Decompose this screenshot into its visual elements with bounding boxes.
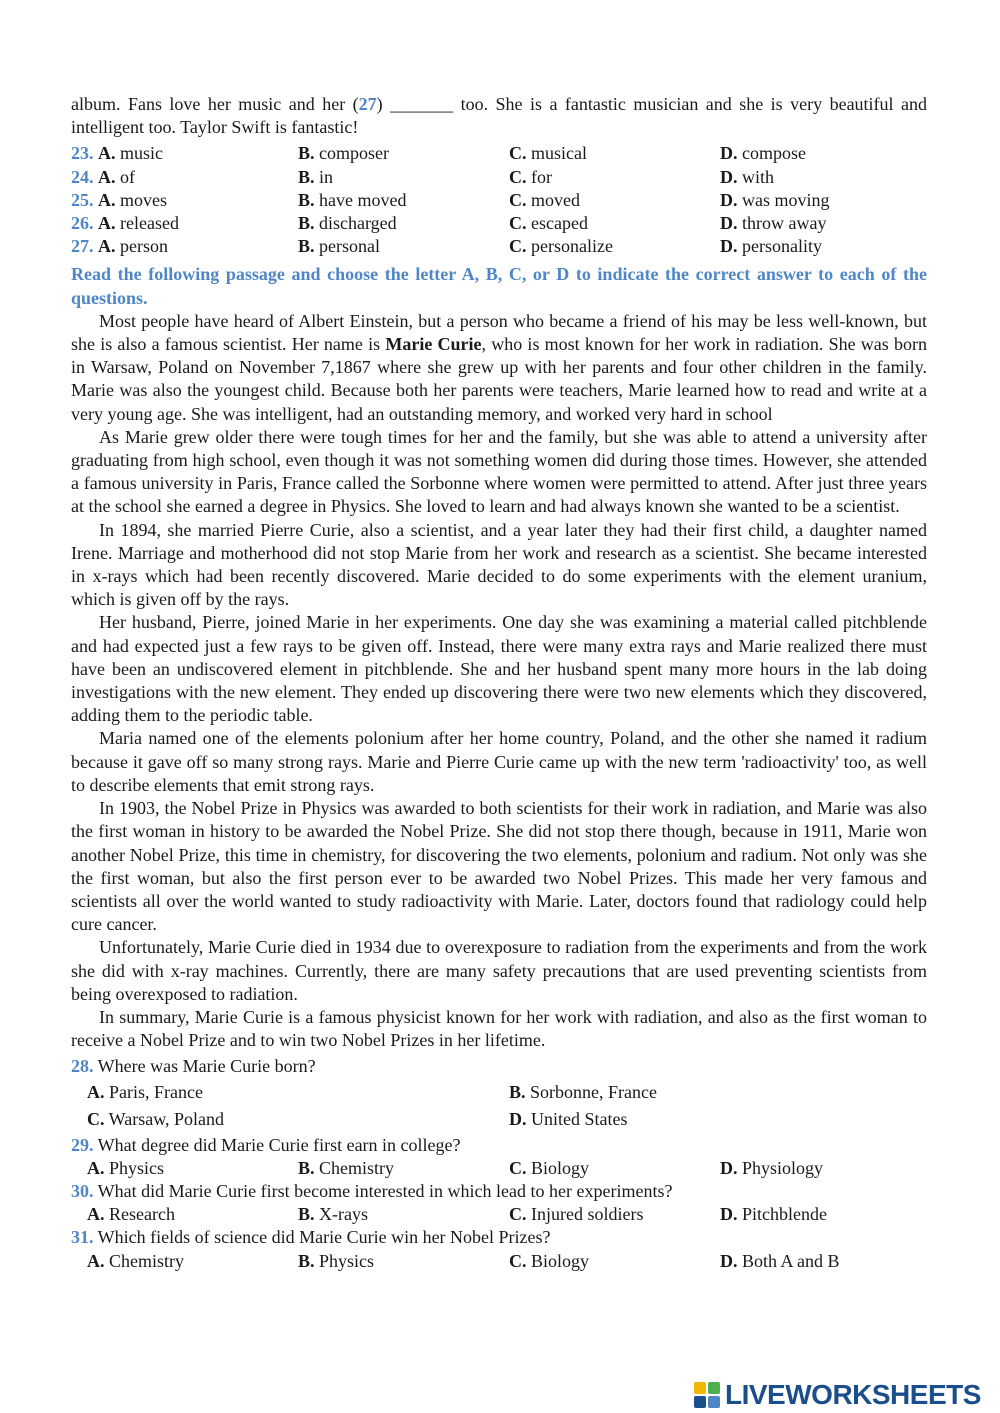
option-28-a[interactable]: A. Paris, France bbox=[87, 1081, 203, 1102]
option-24-b[interactable]: B. in bbox=[298, 166, 334, 187]
option-24-a[interactable]: 24. A. of bbox=[71, 166, 135, 187]
question-number: 26. bbox=[71, 213, 94, 234]
question-29: 29. What degree did Marie Curie first earn in college? bbox=[71, 1134, 461, 1155]
reading-instruction: Read the following passage and choose the letter A, B, C, or D to indicate the correct answer to each of the questions. bbox=[71, 264, 927, 308]
passage-paragraph-6: In 1903, the Nobel Prize in Physics was awarded to both scientists for their work in radiation, and Marie was also the first woman in history to be awarded the Nobel Prize. She did not stop there though, because in 1911, Marie won another Nobel Prize, this time in chemistry, for discovering the two elements, polonium and radium. Not only was she the first woman, but also the first person ever to be awarded two Nobel Prizes. This made her very famous and scientists all over the world wanted to study radioactivity with Marie. Later, doctors found that radiology could help cure cancer. bbox=[71, 798, 927, 935]
passage-paragraph-1: Most people have heard of Albert Einstein, but a person who became a friend of his may be less well-known, but she is also a famous scientist. Her name is Marie Curie, who is most known for her work in radiation. She was born in Warsaw, Poland on November 7,1867 where she grew up with her parents and four other children in the family. Marie was also the youngest child. Because both her parents were teachers, Marie learned how to read and write at a very young age. She was intelligent, had an outstanding memory, and worked very hard in school bbox=[71, 310, 927, 424]
question-30-options bbox=[71, 1203, 927, 1226]
question-number: 23. bbox=[71, 143, 94, 164]
intro-text-post: ) _______ too. She is a fantastic musician and she is very beautiful and intelligent too. Taylor Swift is fantastic! bbox=[71, 94, 928, 138]
option-27-d[interactable]: D. personality bbox=[720, 236, 822, 257]
question-31: 31. Which fields of science did Marie Curie win her Nobel Prizes? bbox=[71, 1227, 551, 1248]
intro-text-pre: album. Fans love her music and her ( bbox=[71, 94, 359, 114]
option-25-c[interactable]: C. moved bbox=[509, 189, 580, 210]
liveworksheets-logo bbox=[693, 1377, 981, 1413]
passage-paragraph-3: In 1894, she married Pierre Curie, also a scientist, and a year later they had their first child, a daughter named Irene. Marriage and motherhood did not stop Marie from her work and research as a scientist. She became interested in x-rays which had been recently discovered. Marie decided to do some experiments with the element uranium, which is given off by the rays. bbox=[71, 519, 927, 610]
passage-paragraph-8: In summary, Marie Curie is a famous physicist known for her work with radiation, and also as the first woman to receive a Nobel Prize and to win two Nobel Prizes in her lifetime. bbox=[71, 1006, 927, 1051]
question-number: 25. bbox=[71, 189, 94, 210]
intro-paragraph bbox=[71, 93, 927, 139]
option-26-c[interactable]: C. escaped bbox=[509, 213, 588, 234]
option-29-a[interactable]: A. Physics bbox=[87, 1157, 165, 1178]
option-26-a[interactable]: 26. A. released bbox=[71, 213, 179, 234]
option-23-c[interactable]: C. musical bbox=[509, 143, 587, 164]
question-30: 30. What did Marie Curie first become interested in which lead to her experiments? bbox=[71, 1180, 673, 1201]
option-28-c[interactable]: C. Warsaw, Poland bbox=[87, 1109, 225, 1130]
passage-paragraph-4: Her husband, Pierre, joined Marie in her experiments. One day she was examining a material called pitchblende and had expected just a few rays to be given off. Instead, there were many extra rays and Marie realized there must have been an undiscovered element in pitchblende. She and her husband spent many more hours in the lab doing investigations with the new element. They ended up discovering there were two new elements which they discovered, adding them to the periodic table. bbox=[71, 612, 927, 726]
question-31-options bbox=[71, 1250, 927, 1273]
option-25-a[interactable]: 25. A. moves bbox=[71, 189, 167, 210]
comprehension-questions bbox=[71, 1055, 927, 1272]
option-26-b[interactable]: B. discharged bbox=[298, 213, 397, 234]
option-26-d[interactable]: D. throw away bbox=[720, 213, 827, 234]
option-29-c[interactable]: C. Biology bbox=[509, 1157, 590, 1178]
option-24-c[interactable]: C. for bbox=[509, 166, 552, 187]
option-23-a[interactable]: 23. A. music bbox=[71, 143, 163, 164]
liveworksheets-logo-icon bbox=[693, 1381, 723, 1409]
reading-passage bbox=[71, 310, 927, 1053]
cloze-options bbox=[71, 142, 927, 258]
option-27-a[interactable]: 27. A. person bbox=[71, 236, 168, 257]
question-28: 28. Where was Marie Curie born? bbox=[71, 1056, 316, 1077]
option-30-a[interactable]: A. Research bbox=[87, 1204, 175, 1225]
option-29-d[interactable]: D. Physiology bbox=[720, 1157, 824, 1178]
passage-paragraph-2: As Marie grew older there were tough times for her and the family, but she was able to attend a university after graduating from high school, even though it was not something women did during those times. However, she attended a famous university in Paris, France called the Sorbonne where women were permitted to attend. After just three years at the school she earned a degree in Physics. She loved to learn and had always known she wanted to be a scientist. bbox=[71, 426, 927, 517]
option-27-b[interactable]: B. personal bbox=[298, 236, 380, 257]
option-23-b[interactable]: B. composer bbox=[298, 143, 389, 164]
passage-paragraph-7: Unfortunately, Marie Curie died in 1934 due to overexposure to radiation from the experiments and from the work she did with x-ray machines. Currently, there are many safety precautions that are used preventing scientists from being overexposed to radiation. bbox=[71, 937, 927, 1004]
question-29-options bbox=[71, 1157, 927, 1180]
worksheet-page bbox=[71, 93, 927, 1273]
liveworksheets-logo-text: LIVEWORKSHEETS bbox=[725, 1379, 981, 1411]
option-25-b[interactable]: B. have moved bbox=[298, 189, 407, 210]
option-30-c[interactable]: C. Injured soldiers bbox=[509, 1204, 644, 1225]
blank-number-27: 27 bbox=[358, 94, 377, 114]
option-30-b[interactable]: B. X-rays bbox=[298, 1204, 368, 1225]
option-31-b[interactable]: B. Physics bbox=[298, 1250, 375, 1271]
question-28-options bbox=[71, 1079, 927, 1134]
option-30-d[interactable]: D. Pitchblende bbox=[720, 1204, 827, 1225]
option-24-d[interactable]: D. with bbox=[720, 166, 775, 187]
passage-paragraph-5: Maria named one of the elements polonium after her home country, Poland, and the other she named it radium because it gave off so many strong rays. Marie and Pierre Curie came up with the new term 'radioactivity' too, as well to describe elements that emit strong rays. bbox=[71, 728, 927, 795]
option-29-b[interactable]: B. Chemistry bbox=[298, 1157, 395, 1178]
option-28-b[interactable]: B. Sorbonne, France bbox=[509, 1081, 657, 1102]
option-23-d[interactable]: D. compose bbox=[720, 143, 806, 164]
option-27-c[interactable]: C. personalize bbox=[509, 236, 613, 257]
question-number: 24. bbox=[71, 166, 94, 187]
option-31-c[interactable]: C. Biology bbox=[509, 1250, 590, 1271]
option-31-d[interactable]: D. Both A and B bbox=[720, 1250, 840, 1271]
option-25-d[interactable]: D. was moving bbox=[720, 189, 830, 210]
option-31-a[interactable]: A. Chemistry bbox=[87, 1250, 184, 1271]
question-number: 27. bbox=[71, 236, 94, 257]
marie-curie-name: Marie Curie bbox=[385, 334, 482, 355]
option-28-d[interactable]: D. United States bbox=[509, 1109, 628, 1130]
